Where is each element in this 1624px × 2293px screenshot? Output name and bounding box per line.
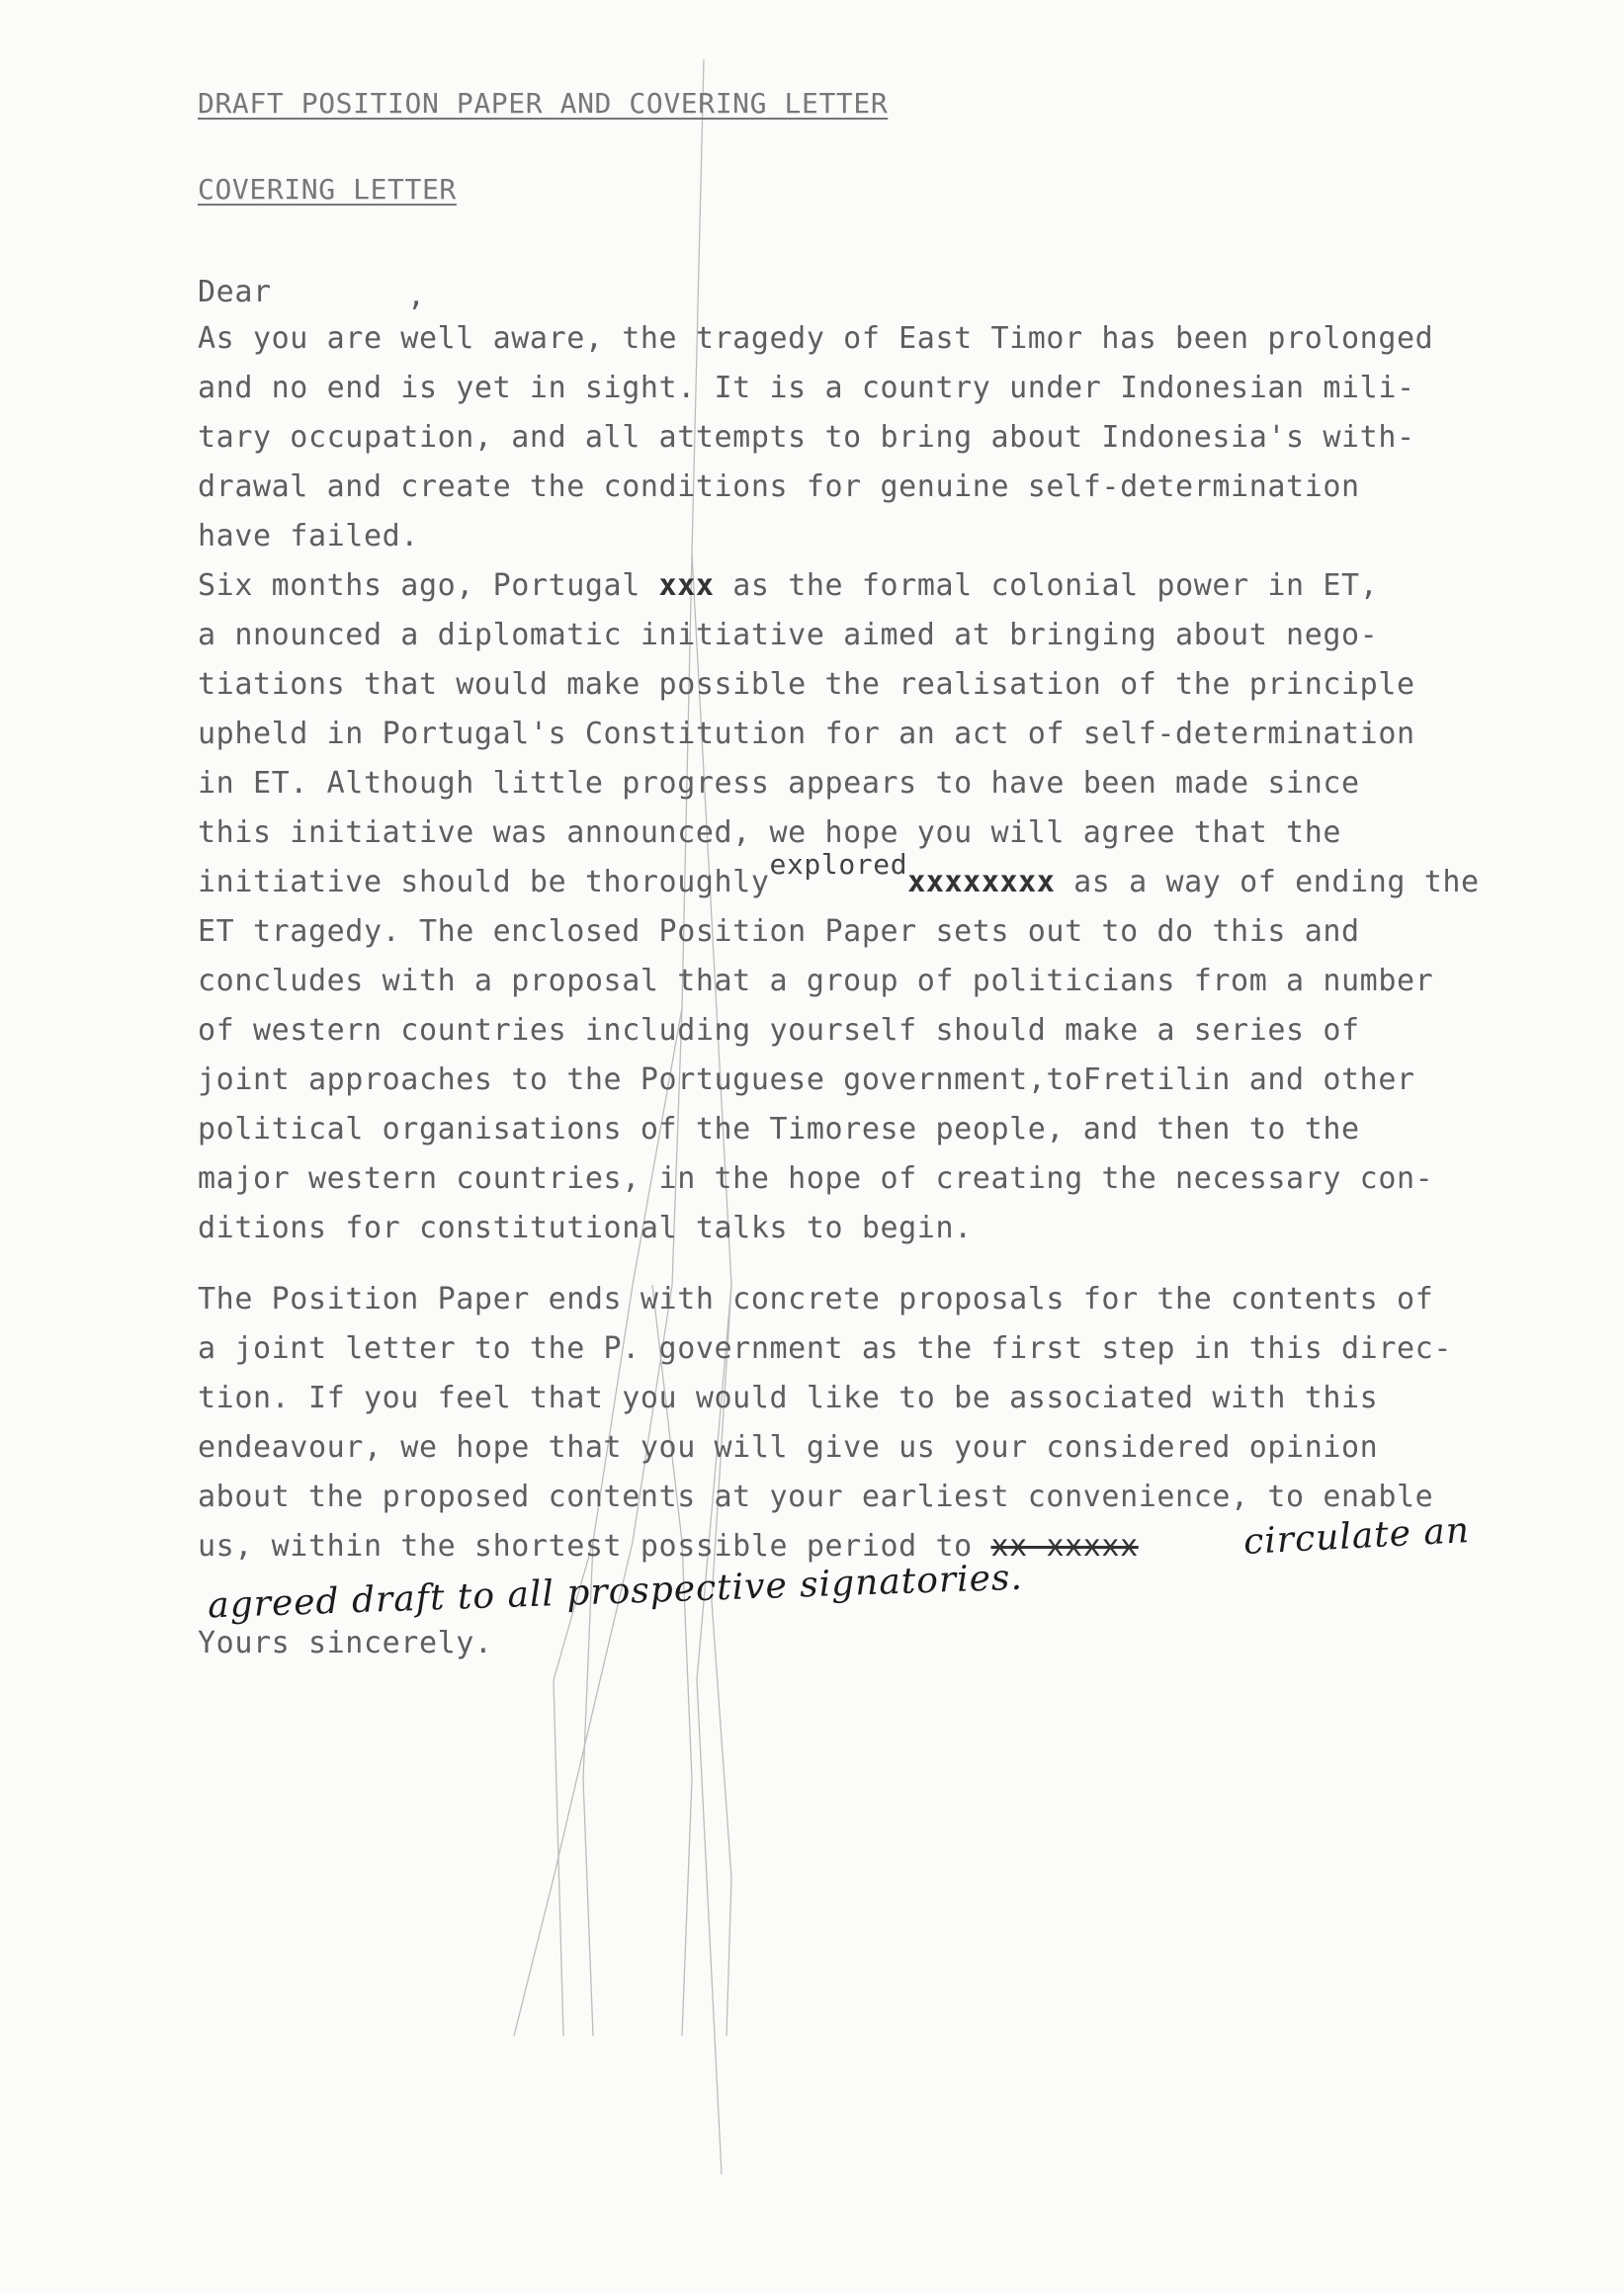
text-line: and no end is yet in sight. It is a country under Indonesian mili-: [198, 371, 1415, 405]
handwritten-annotation: agreed draft to all prospective signatories.: [207, 1557, 1024, 1627]
text-line: tary occupation, and all attempts to bring about Indonesia's with-: [198, 420, 1415, 455]
text-line: a joint letter to the P. government as the first step in this direc-: [198, 1331, 1452, 1366]
salutation: Dear: [198, 275, 272, 309]
paragraph-1: [198, 314, 1581, 561]
text-fragment: initiative should be thoroughly: [198, 865, 770, 899]
text-line: tiations that would make possible the realisation of the principle: [198, 667, 1415, 702]
text-line: in ET. Although little progress appears to have been made since: [198, 766, 1360, 801]
typed-over-text: xxxxxxxx: [907, 865, 1056, 899]
text-line: tion. If you feel that you would like to be associated with this: [198, 1381, 1379, 1415]
text-line: of western countries including yourself should make a series of: [198, 1013, 1360, 1048]
typed-over-text: xxx: [658, 568, 715, 603]
text-line: this initiative was announced, we hope you will agree that the: [198, 815, 1342, 850]
text-line: joint approaches to the Portuguese government,toFretilin and other: [198, 1062, 1415, 1097]
text-line: drawal and create the conditions for genuine self-determination: [198, 469, 1360, 504]
struck-text: xx xxxxx: [990, 1529, 1139, 1564]
text-line: concludes with a proposal that a group of politicians from a number: [198, 964, 1434, 998]
handwritten-annotation: circulate an: [1242, 1510, 1471, 1563]
text-line: endeavour, we hope that you will give us your considered opinion: [198, 1430, 1379, 1465]
document-heading: DRAFT POSITION PAPER AND COVERING LETTER: [198, 87, 889, 120]
inserted-word: explored: [769, 848, 908, 881]
text-line: ET tragedy. The enclosed Position Paper sets out to do this and: [198, 914, 1360, 949]
text-line: have failed.: [198, 519, 419, 553]
text-line: [198, 848, 1581, 907]
text-line: upheld in Portugal's Constitution for an act of self-determination: [198, 717, 1415, 751]
text-line: ditions for constitutional talks to begin.: [198, 1211, 973, 1245]
text-fragment: Six months ago, Portugal: [198, 568, 659, 603]
text-fragment: as the formal colonial power in ET,: [714, 568, 1379, 603]
paragraph-2: [198, 561, 1581, 1253]
text-fragment: us, within the shortest possible period to: [198, 1529, 991, 1564]
salutation-comma: ,: [407, 279, 426, 313]
text-line: The Position Paper ends with concrete proposals for the contents of: [198, 1282, 1434, 1316]
text-fragment: as a way of ending the: [1055, 865, 1480, 899]
section-heading: COVERING LETTER: [198, 173, 457, 206]
text-line: a nnounced a diplomatic initiative aimed at bringing about nego-: [198, 618, 1379, 652]
text-line: As you are well aware, the tragedy of East Timor has been prolonged: [198, 321, 1434, 356]
text-line: major western countries, in the hope of creating the necessary con-: [198, 1161, 1434, 1196]
closing-line: Yours sincerely.: [198, 1626, 493, 1660]
text-line: political organisations of the Timorese people, and then to the: [198, 1112, 1360, 1146]
text-line: about the proposed contents at your earliest convenience, to enable: [198, 1480, 1434, 1514]
text-line: [198, 561, 1581, 611]
